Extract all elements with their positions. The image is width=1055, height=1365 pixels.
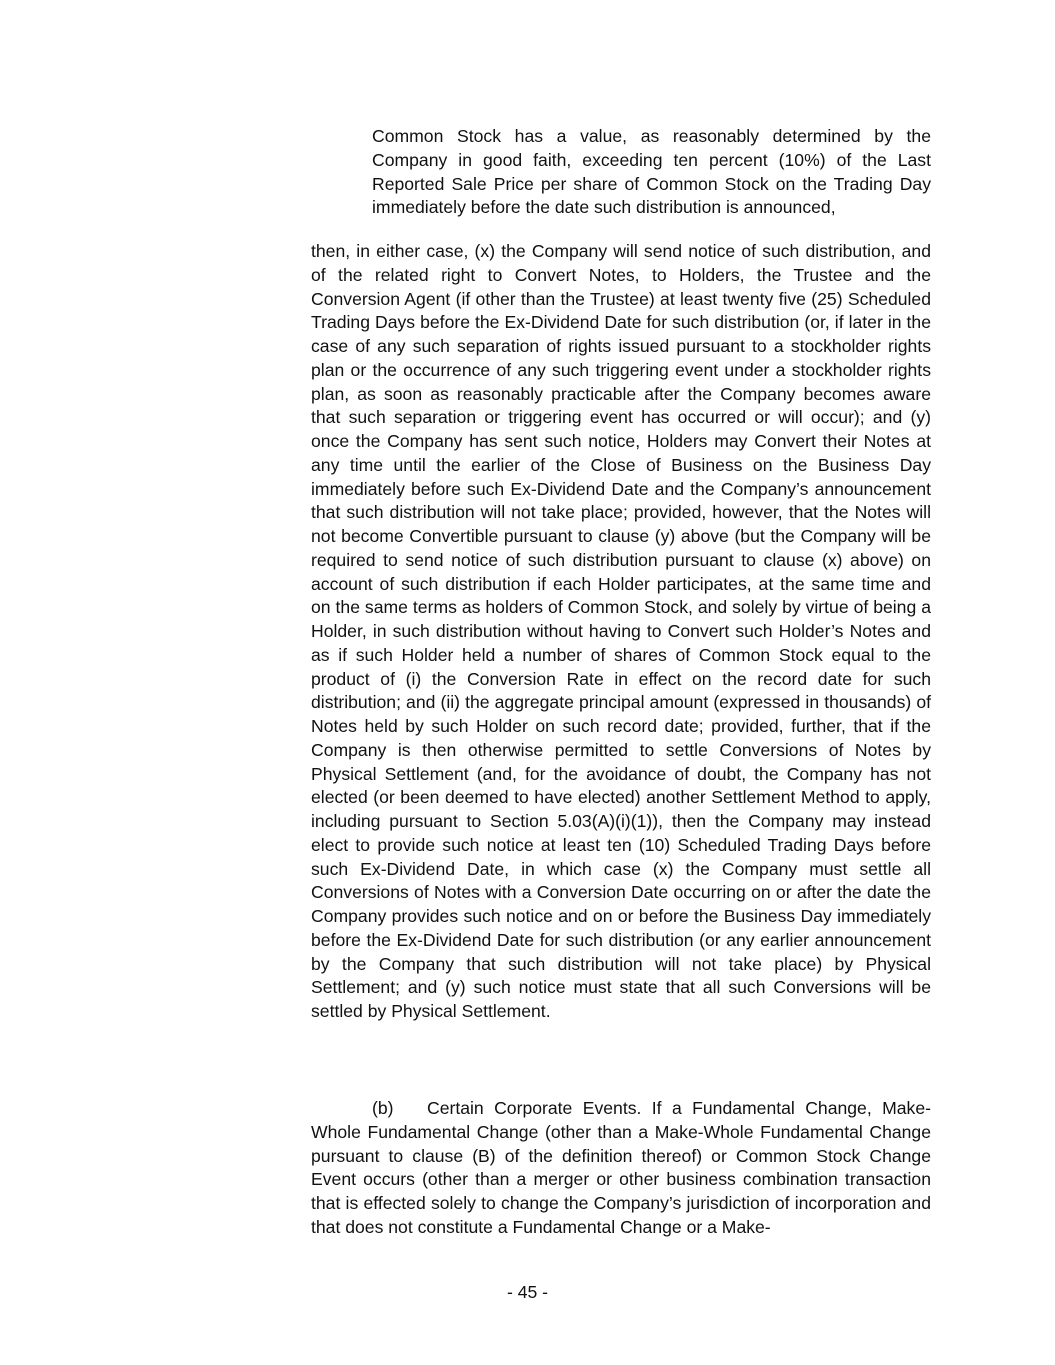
indented-paragraph: Common Stock has a value, as reasonably determined by the Company in good faith, exceeding ten percent (10%) of the Last Reported Sale Price per share of Common Stock on the Trading Day immediately before the date such distribution is announced, [372, 126, 931, 218]
section-b-paragraph [311, 1097, 931, 1240]
section-b-label: (b) [372, 1098, 394, 1118]
main-paragraph: then, in either case, (x) the Company will send notice of such distribution, and of the related right to Convert Notes, to Holders, the Trustee and the Conversion Agent (if other than the Trustee) at least twenty five (25) Scheduled Trading Days before the Ex-Dividend Date for such distribution (or, if later in the case of any such separation of rights issued pursuant to a stockholder rights plan or the occurrence of any such triggering event under a stockholder rights plan, as soon as reasonably practicable after the Company becomes aware that such separation or triggering event has occurred or will occur); and (y) once the Company has sent such notice, Holders may Convert their Notes at any time until the earlier of the Close of Business on the Business Day immediately before such Ex-Dividend Date and the Company’s announcement that such distribution will not take place; provided, however, that the Notes will not become Convertible pursuant to clause (y) above (but the Company will be required to send notice of such distribution pursuant to clause (x) above) on account of such distribution if each Holder participates, at the same time and on the same terms as holders of Common Stock, and solely by virtue of being a Holder, in such distribution without having to Convert such Holder’s Notes and as if such Holder held a number of shares of Common Stock equal to the product of (i) the Conversion Rate in effect on the record date for such distribution; and (ii) the aggregate principal amount (expressed in thousands) of Notes held by such Holder on such record date; provided, further, that if the Company is then otherwise permitted to settle Conversions of Notes by Physical Settlement (and, for the avoidance of doubt, the Company has not elected (or been deemed to have elected) another Settlement Method to apply, including pursuant to Section 5.03(A)(i)(1)), then the Company may instead elect to provide such notice at least ten (10) Scheduled Trading Days before such Ex-Dividend Date, in which case (x) the Company must settle all Conversions of Notes with a Conversion Date occurring on or after the date the Company provides such notice and on or before the Business Day immediately before the Ex-Dividend Date for such distribution (or any earlier announcement by the Company that such distribution will not take place) by Physical Settlement; and (y) such notice must state that all such Conversions will be settled by Physical Settlement. [311, 241, 931, 1021]
page-number: - 45 - [506, 1282, 549, 1302]
section-b-text: Certain Corporate Events. If a Fundamental Change, Make-Whole Fundamental Change (other than a Make-Whole Fundamental Change pursuant to clause (B) of the definition thereof) or Common Stock Change Event occurs (other than a merger or other business combination transaction that is effected solely to change the Company’s jurisdiction of incorporation and that does not constitute a Fundamental Change or a Make- [311, 1098, 931, 1237]
